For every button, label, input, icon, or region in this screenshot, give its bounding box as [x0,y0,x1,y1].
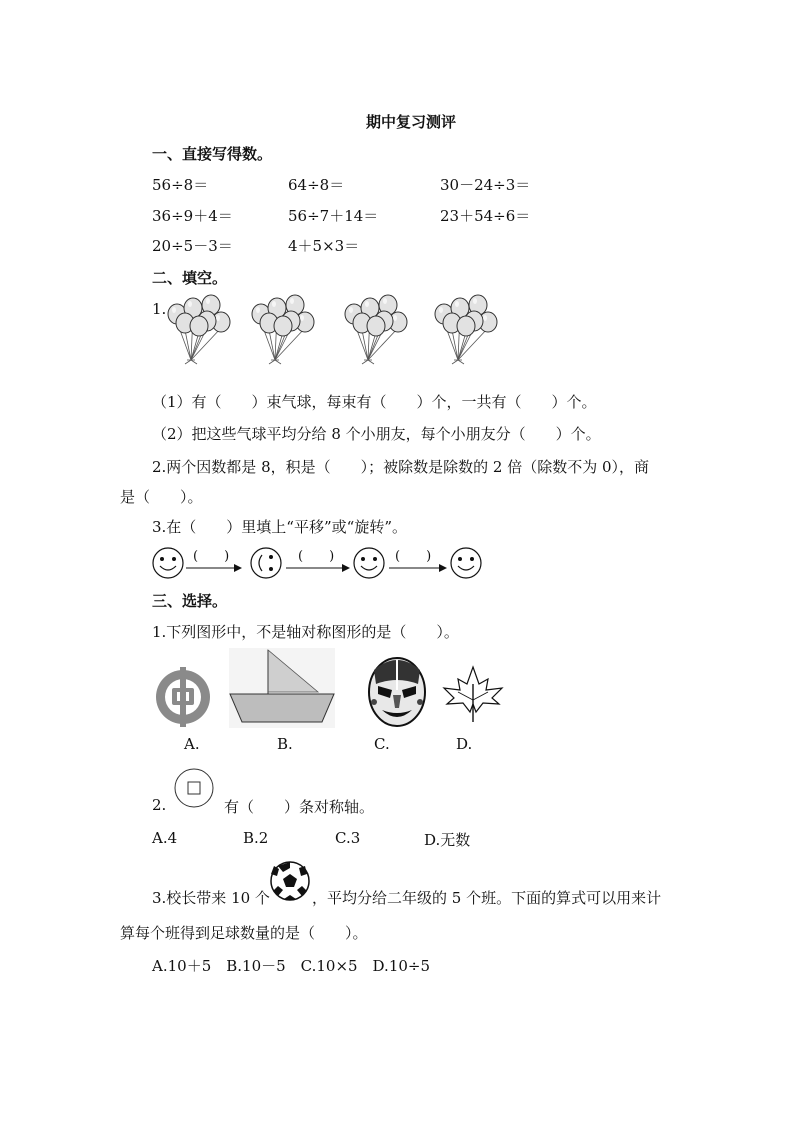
choice-q3-line2: 算每个班得到足球数量的是（ ）。 [120,924,368,942]
problem-4: 36÷9＋4＝ [152,207,233,225]
page-title: 期中复习测评 [366,113,457,131]
arrow-blank-3: ( ) [395,549,432,564]
option-b-label: B. [277,735,293,753]
fill-q2-line1: 2.两个因数都是 8，积是（ ）；被除数是除数的 2 倍（除数不为 0），商 [152,458,650,476]
fill-q1-number: 1. [152,300,167,318]
problem-5: 56÷7＋14＝ [288,207,379,225]
option-d-label: D. [456,735,473,753]
problem-7: 20÷5－3＝ [152,237,233,255]
problem-1: 56÷8＝ [152,176,209,194]
fill-q3: 3.在（ ）里填上“平移”或“旋转”。 [152,518,407,536]
q2-option-b: B.2 [243,829,269,847]
problem-6: 23＋54÷6＝ [440,207,531,225]
q2-option-c: C.3 [335,829,361,847]
section1-heading: 一、直接写得数。 [152,145,273,163]
q2-option-d: D.无数 [424,831,471,849]
choice-q2-text: 有（ ）条对称轴。 [224,798,375,816]
option-a-label: A. [184,735,200,753]
choice-q1: 1.下列图形中，不是轴对称图形的是（ ）。 [152,623,459,641]
arrow-blank-2: ( ) [298,549,335,564]
fill-q2-line2: 是（ ）。 [120,488,203,506]
choice-q3-part2: ，平均分给二年级的 5 个班。下面的算式可以用来计 [312,889,662,907]
choice-q2-number: 2. [152,796,167,814]
problem-8: 4＋5×3＝ [288,237,360,255]
section3-heading: 三、选择。 [152,592,228,610]
problem-3: 30－24÷3＝ [440,176,531,194]
section2-heading: 二、填空。 [152,269,228,287]
fill-q1-sub2: （2）把这些气球平均分给 8 个小朋友，每个小朋友分（ ）个。 [152,425,601,443]
arrow-blank-1: ( ) [193,549,230,564]
q2-option-a: A.4 [152,829,178,847]
problem-2: 64÷8＝ [288,176,345,194]
q3-options: A.10＋5 B.10－5 C.10×5 D.10÷5 [152,957,431,975]
option-c-label: C. [374,735,390,753]
fill-q1-sub1: （1）有（ ）束气球，每束有（ ）个，一共有（ ）个。 [152,393,597,411]
choice-q3-part1: 3.校长带来 10 个 [152,889,270,907]
